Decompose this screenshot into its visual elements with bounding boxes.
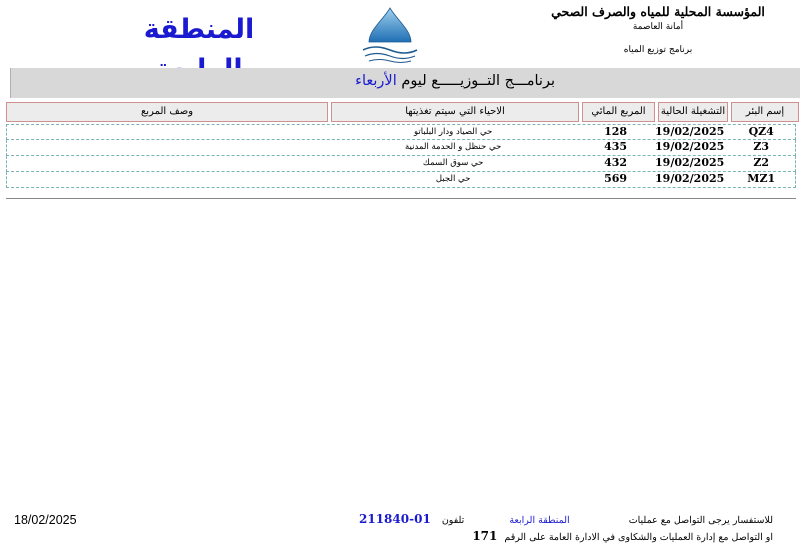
table-row [6, 140, 796, 156]
zone-title: المنطقة [118, 10, 280, 91]
cell-flow: 435 [604, 140, 628, 153]
cell-operation: 19/02/2025 [655, 172, 725, 185]
cell-districts: حي سوق السمك [422, 158, 484, 168]
cell-flow: 432 [604, 156, 628, 169]
footer-phone-label: تلفون [441, 515, 465, 526]
cell-operation: 19/02/2025 [655, 156, 725, 169]
cell-well-name: Z3 [753, 140, 770, 153]
organization-name: المؤسسة المحلية للمياه والصرف الصحي [551, 4, 765, 19]
cell-description [7, 156, 327, 171]
header-operation: التشغيلة الحالية [658, 102, 728, 122]
table-row [6, 172, 796, 188]
organization-subtitle: أمانة العاصمة [632, 22, 684, 32]
water-drop-logo-icon [355, 6, 425, 64]
table-header [6, 102, 799, 122]
cell-description [7, 172, 327, 187]
cell-districts: حي الجبل [435, 174, 471, 184]
distribution-banner [10, 68, 800, 98]
cell-flow: 128 [604, 125, 628, 138]
organization-header [538, 4, 778, 57]
banner-title [355, 73, 555, 89]
cell-operation: 19/02/2025 [655, 140, 725, 153]
footer-contact-line [359, 512, 773, 526]
cell-well-name: MZ1 [747, 172, 776, 185]
cell-flow: 569 [604, 172, 628, 185]
cell-districts: حي حنظل و الحدمة المدنية [404, 142, 502, 152]
footer-inquiry-text: للاستفسار يرجى التواصل مع عمليات [628, 515, 773, 526]
program-name: برنامج توزيع المياه [623, 45, 693, 55]
cell-description [7, 140, 327, 155]
banner-title-text: برنامـــج التــوزيـــــع ليوم [401, 73, 555, 89]
header-well-name: إسم البئر [731, 102, 799, 122]
header-description: وصف المربع [6, 102, 328, 122]
footer-complaints-line [472, 529, 773, 543]
table-row [6, 156, 796, 172]
cell-description [7, 125, 327, 139]
footer-complaints-number: 171 [472, 529, 498, 543]
header-districts: الاحياء التي سيتم تغذيتها [331, 102, 579, 122]
footer-complaints-text: او التواصل مع إدارة العمليات والشكاوى في الادارة العامة على الرقم [504, 532, 773, 543]
cell-well-name: Z2 [753, 156, 770, 169]
table-body [6, 124, 796, 188]
cell-well-name: QZ4 [748, 125, 774, 138]
print-date: 18/02/2025 [14, 513, 77, 527]
cell-operation: 19/02/2025 [655, 125, 725, 138]
cell-districts: حي الصياد ودار البلباتو [413, 127, 493, 137]
banner-day: الأربعاء [355, 73, 397, 89]
footer-zone-name: المنطقة الرابعة [509, 515, 570, 526]
table-bottom-rule [6, 198, 796, 199]
footer-phone-number: 01-211840 [359, 512, 431, 526]
table-row [6, 124, 796, 140]
header-flow: المربع المائي [582, 102, 655, 122]
